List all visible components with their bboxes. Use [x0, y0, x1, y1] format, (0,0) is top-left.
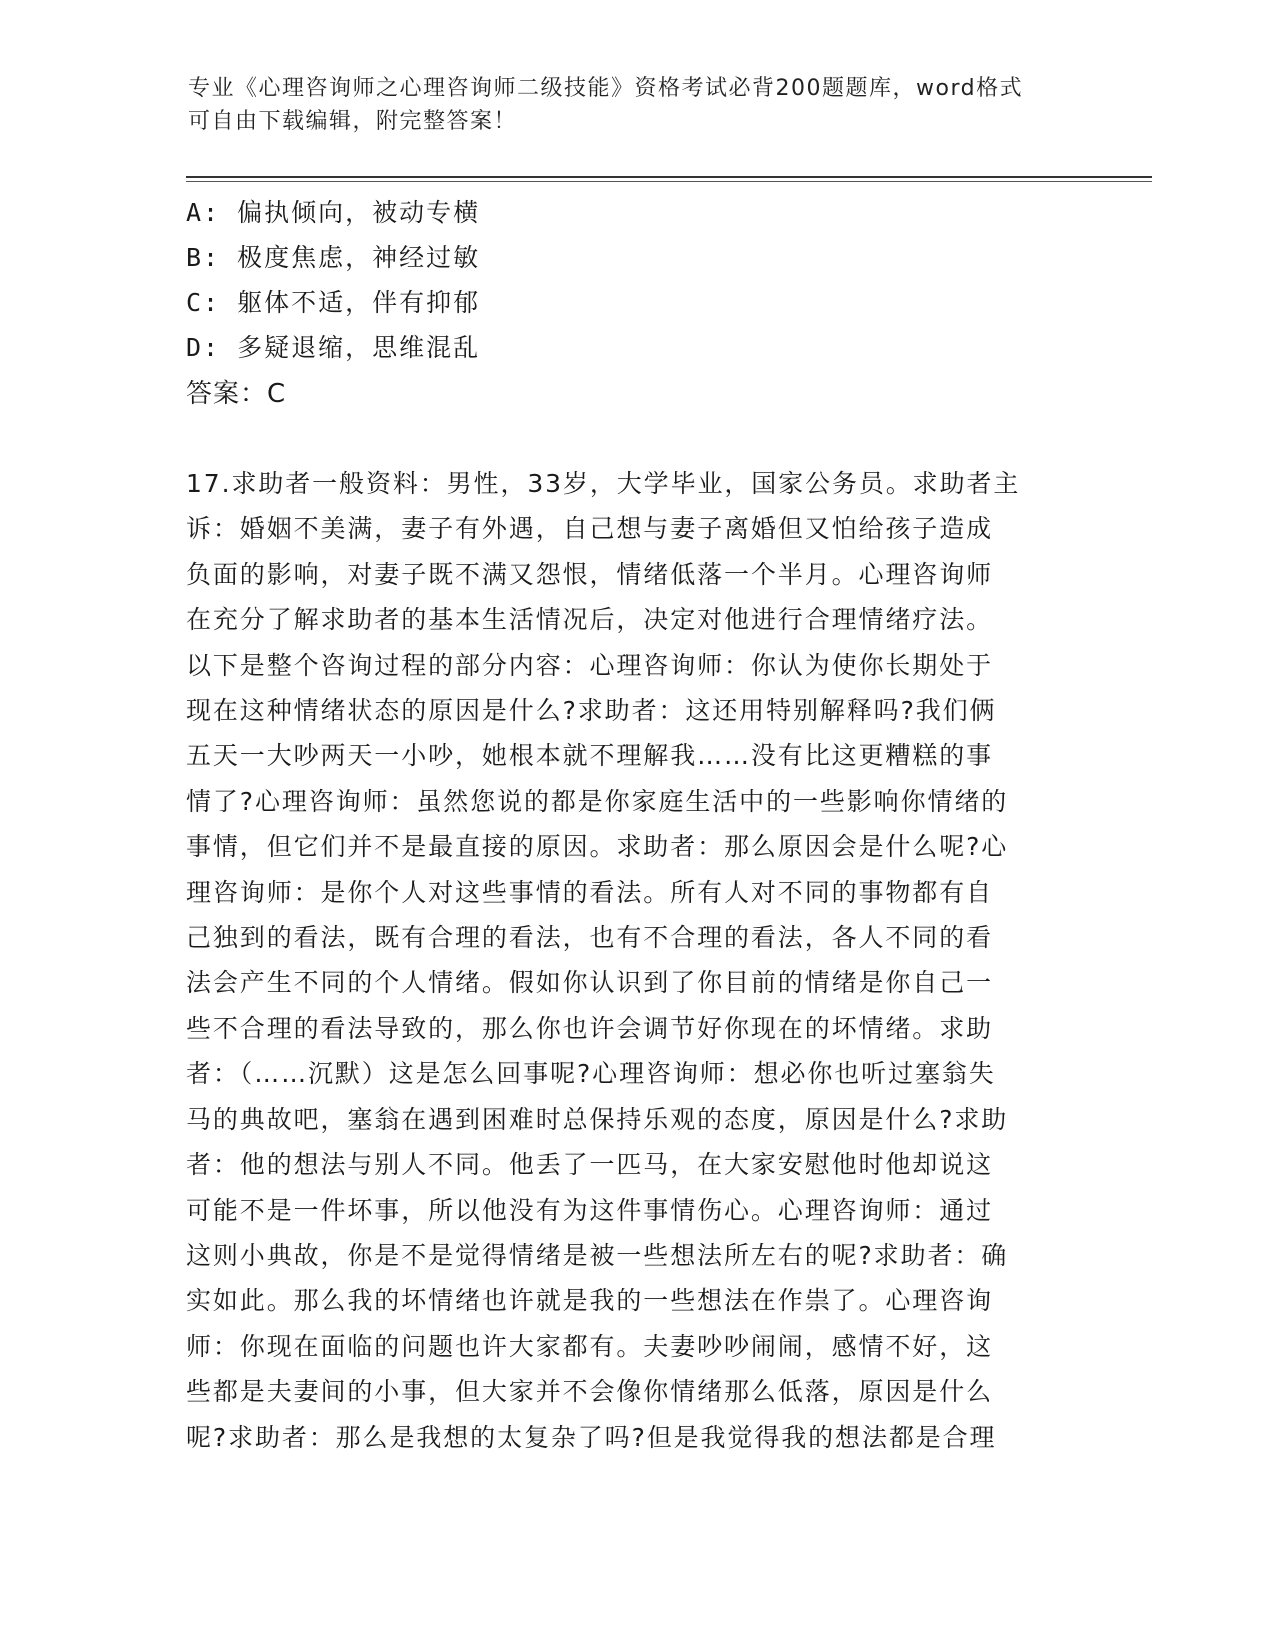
- question-line: 五天一大吵两天一小吵，她根本就不理解我……没有比这更糟糕的事: [186, 741, 994, 771]
- answer-line: 答案：C: [186, 379, 287, 409]
- question-line: 可能不是一件坏事，所以他没有为这件事情伤心。心理咨询师：通过: [186, 1195, 994, 1225]
- question-line: 现在这种情绪状态的原因是什么?求助者：这还用特别解释吗?我们俩: [186, 696, 997, 726]
- option-a: A: 偏执倾向，被动专横: [186, 198, 481, 227]
- question-line: 马的典故吧，塞翁在遇到困难时总保持乐观的态度，原因是什么?求助: [186, 1104, 1009, 1134]
- answer-options: [186, 190, 480, 370]
- question-line: 法会产生不同的个人情绪。假如你认识到了你目前的情绪是你自己一: [186, 968, 994, 998]
- question-line: 这则小典故，你是不是觉得情绪是被一些想法所左右的呢?求助者：确: [186, 1240, 1009, 1270]
- question-line: 以下是整个咨询过程的部分内容：心理咨询师：你认为使你长期处于: [186, 650, 994, 680]
- option-d: D: 多疑退缩，思维混乱: [186, 333, 481, 362]
- option-b: B: 极度焦虑，神经过敏: [186, 243, 481, 272]
- question-line: 呢?求助者：那么是我想的太复杂了吗?但是我觉得我的想法都是合理: [186, 1422, 997, 1452]
- question-17: [186, 461, 1086, 1460]
- question-line: 负面的影响，对妻子既不满又怨恨，情绪低落一个半月。心理咨询师: [186, 559, 994, 589]
- question-line: 者：（……沉默）这是怎么回事呢?心理咨询师：想必你也听过塞翁失: [186, 1059, 996, 1089]
- divider-thin-line: [186, 181, 1152, 182]
- divider-thick-line: [186, 176, 1152, 178]
- document-header: [188, 72, 1068, 138]
- header-title-line-1: 专业《心理咨询师之心理咨询师二级技能》资格考试必背200题题库，word格式: [188, 76, 1024, 101]
- question-line: 诉：婚姻不美满，妻子有外遇，自己想与妻子离婚但又怕给孩子造成: [186, 514, 994, 544]
- option-c: C: 躯体不适，伴有抑郁: [186, 288, 481, 317]
- question-line: 己独到的看法，既有合理的看法，也有不合理的看法，各人不同的看: [186, 923, 994, 953]
- header-divider: [186, 176, 1152, 182]
- question-line: 17.求助者一般资料：男性，33岁，大学毕业，国家公务员。求助者主: [186, 469, 1021, 498]
- question-line: 些不合理的看法导致的，那么你也许会调节好你现在的坏情绪。求助: [186, 1013, 994, 1043]
- question-line: 者：他的想法与别人不同。他丢了一匹马，在大家安慰他时他却说这: [186, 1150, 994, 1180]
- question-line: 情了?心理咨询师：虽然您说的都是你家庭生活中的一些影响你情绪的: [186, 786, 1009, 816]
- question-line: 理咨询师：是你个人对这些事情的看法。所有人对不同的事物都有自: [186, 877, 994, 907]
- question-line: 师：你现在面临的问题也许大家都有。夫妻吵吵闹闹，感情不好，这: [186, 1331, 994, 1361]
- header-title-line-2: 可自由下载编辑，附完整答案！: [188, 109, 518, 134]
- question-line: 实如此。那么我的坏情绪也许就是我的一些想法在作祟了。心理咨询: [186, 1286, 994, 1316]
- question-line: 些都是夫妻间的小事，但大家并不会像你情绪那么低落，原因是什么: [186, 1377, 994, 1407]
- question-line: 在充分了解求助者的基本生活情况后，决定对他进行合理情绪疗法。: [186, 605, 994, 635]
- question-line: 事情，但它们并不是最直接的原因。求助者：那么原因会是什么呢?心: [186, 832, 1009, 862]
